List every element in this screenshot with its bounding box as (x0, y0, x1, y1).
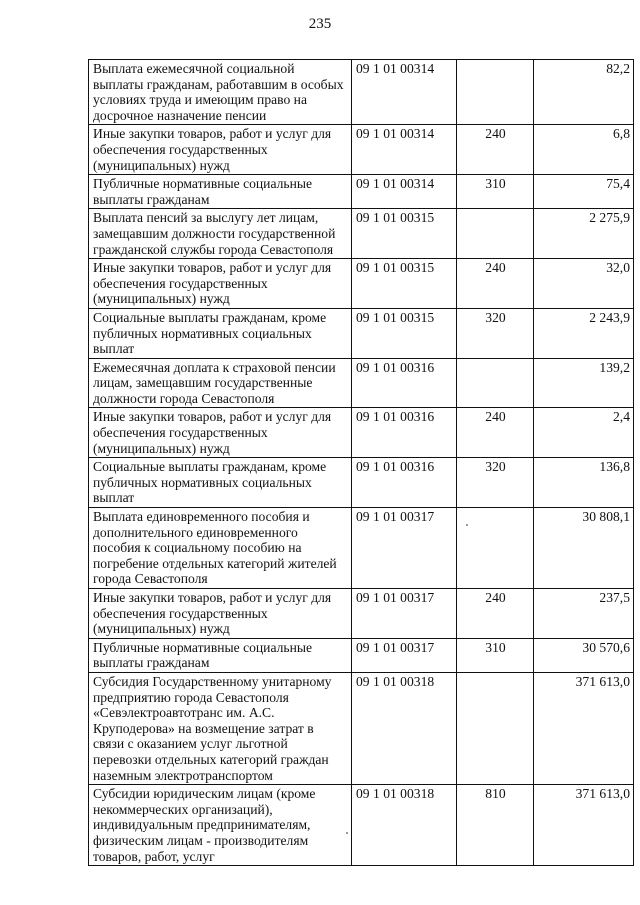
row-type-cell (457, 60, 534, 125)
row-type-cell: 240 (457, 125, 534, 175)
row-type-cell (457, 672, 534, 784)
row-type-cell: 240 (457, 589, 534, 639)
table-row (89, 358, 634, 408)
row-name-cell: Субсидия Государственному унитарному предприятию города Севастополя «Севэлектроавтотранс им. А.С. Круподерова» на возмещение затрат в связи с оказанием услуг льготной перевозки отдельных категорий граждан наземным электротранспортом (89, 672, 352, 784)
row-code-cell: 09 1 01 00315 (352, 308, 457, 358)
table-row (89, 60, 634, 125)
row-name-cell: Выплата единовременного пособия и дополнительного единовременного пособия к социальному пособию на погребение отдельных категорий жителей города Севастополя (89, 508, 352, 589)
row-code-cell: 09 1 01 00318 (352, 672, 457, 784)
row-name-cell: Иные закупки товаров, работ и услуг для обеспечения государственных (муниципальных) нужд (89, 589, 352, 639)
row-type-cell: 810 (457, 785, 534, 866)
row-sum-cell: 2 243,9 (534, 308, 634, 358)
table-row (89, 589, 634, 639)
row-type-cell: 310 (457, 175, 534, 209)
budget-table-body (89, 60, 634, 866)
row-name-cell: Социальные выплаты гражданам, кроме публичных нормативных социальных выплат (89, 308, 352, 358)
row-sum-cell: 136,8 (534, 458, 634, 508)
row-sum-cell: 371 613,0 (534, 785, 634, 866)
row-code-cell: 09 1 01 00314 (352, 60, 457, 125)
table-row (89, 638, 634, 672)
row-type-cell: 240 (457, 408, 534, 458)
row-code-cell: 09 1 01 00315 (352, 209, 457, 259)
row-code-cell: 09 1 01 00317 (352, 638, 457, 672)
row-name-cell: Иные закупки товаров, работ и услуг для обеспечения государственных (муниципальных) нужд (89, 125, 352, 175)
row-sum-cell: 2,4 (534, 408, 634, 458)
row-type-cell: 320 (457, 308, 534, 358)
row-name-cell: Публичные нормативные социальные выплаты гражданам (89, 638, 352, 672)
row-code-cell: 09 1 01 00314 (352, 125, 457, 175)
row-code-cell: 09 1 01 00317 (352, 589, 457, 639)
row-name-cell: Иные закупки товаров, работ и услуг для обеспечения государственных (муниципальных) нужд (89, 408, 352, 458)
row-name-cell: Публичные нормативные социальные выплаты гражданам (89, 175, 352, 209)
row-type-cell: 240 (457, 259, 534, 309)
row-name-cell: Иные закупки товаров, работ и услуг для обеспечения государственных (муниципальных) нужд (89, 259, 352, 309)
row-name-cell: Выплата пенсий за выслугу лет лицам, замещавшим должности государственной гражданской службы города Севастополя (89, 209, 352, 259)
table-row (89, 308, 634, 358)
table-row (89, 508, 634, 589)
table-row (89, 175, 634, 209)
table-row (89, 785, 634, 866)
table-row (89, 209, 634, 259)
row-type-cell (457, 358, 534, 408)
table-row (89, 125, 634, 175)
row-type-cell (457, 508, 534, 589)
row-sum-cell: 139,2 (534, 358, 634, 408)
row-code-cell: 09 1 01 00317 (352, 508, 457, 589)
row-name-cell: Ежемесячная доплата к страховой пенсии лицам, замещавшим государственные должности города Севастополя (89, 358, 352, 408)
row-code-cell: 09 1 01 00316 (352, 358, 457, 408)
row-name-cell: Выплата ежемесячной социальной выплаты гражданам, работавшим в особых условиях труда и имеющим право на досрочное назначение пенсии (89, 60, 352, 125)
table-row (89, 259, 634, 309)
row-sum-cell: 82,2 (534, 60, 634, 125)
row-type-cell: 320 (457, 458, 534, 508)
row-code-cell: 09 1 01 00318 (352, 785, 457, 866)
row-sum-cell: 2 275,9 (534, 209, 634, 259)
row-sum-cell: 6,8 (534, 125, 634, 175)
row-sum-cell: 30 570,6 (534, 638, 634, 672)
scan-speck (346, 832, 348, 834)
page-number: 235 (308, 16, 332, 32)
row-name-cell: Социальные выплаты гражданам, кроме публичных нормативных социальных выплат (89, 458, 352, 508)
row-type-cell (457, 209, 534, 259)
row-sum-cell: 237,5 (534, 589, 634, 639)
table-row (89, 458, 634, 508)
table-row (89, 408, 634, 458)
row-code-cell: 09 1 01 00316 (352, 458, 457, 508)
row-code-cell: 09 1 01 00314 (352, 175, 457, 209)
row-sum-cell: 32,0 (534, 259, 634, 309)
row-sum-cell: 371 613,0 (534, 672, 634, 784)
row-type-cell: 310 (457, 638, 534, 672)
scan-speck (466, 524, 468, 526)
row-sum-cell: 30 808,1 (534, 508, 634, 589)
row-code-cell: 09 1 01 00315 (352, 259, 457, 309)
budget-table (88, 59, 634, 866)
table-row (89, 672, 634, 784)
row-name-cell: Субсидии юридическим лицам (кроме некоммерческих организаций), индивидуальным предпринимателям, физическим лицам - производителям товаров, работ, услуг (89, 785, 352, 866)
row-sum-cell: 75,4 (534, 175, 634, 209)
row-code-cell: 09 1 01 00316 (352, 408, 457, 458)
